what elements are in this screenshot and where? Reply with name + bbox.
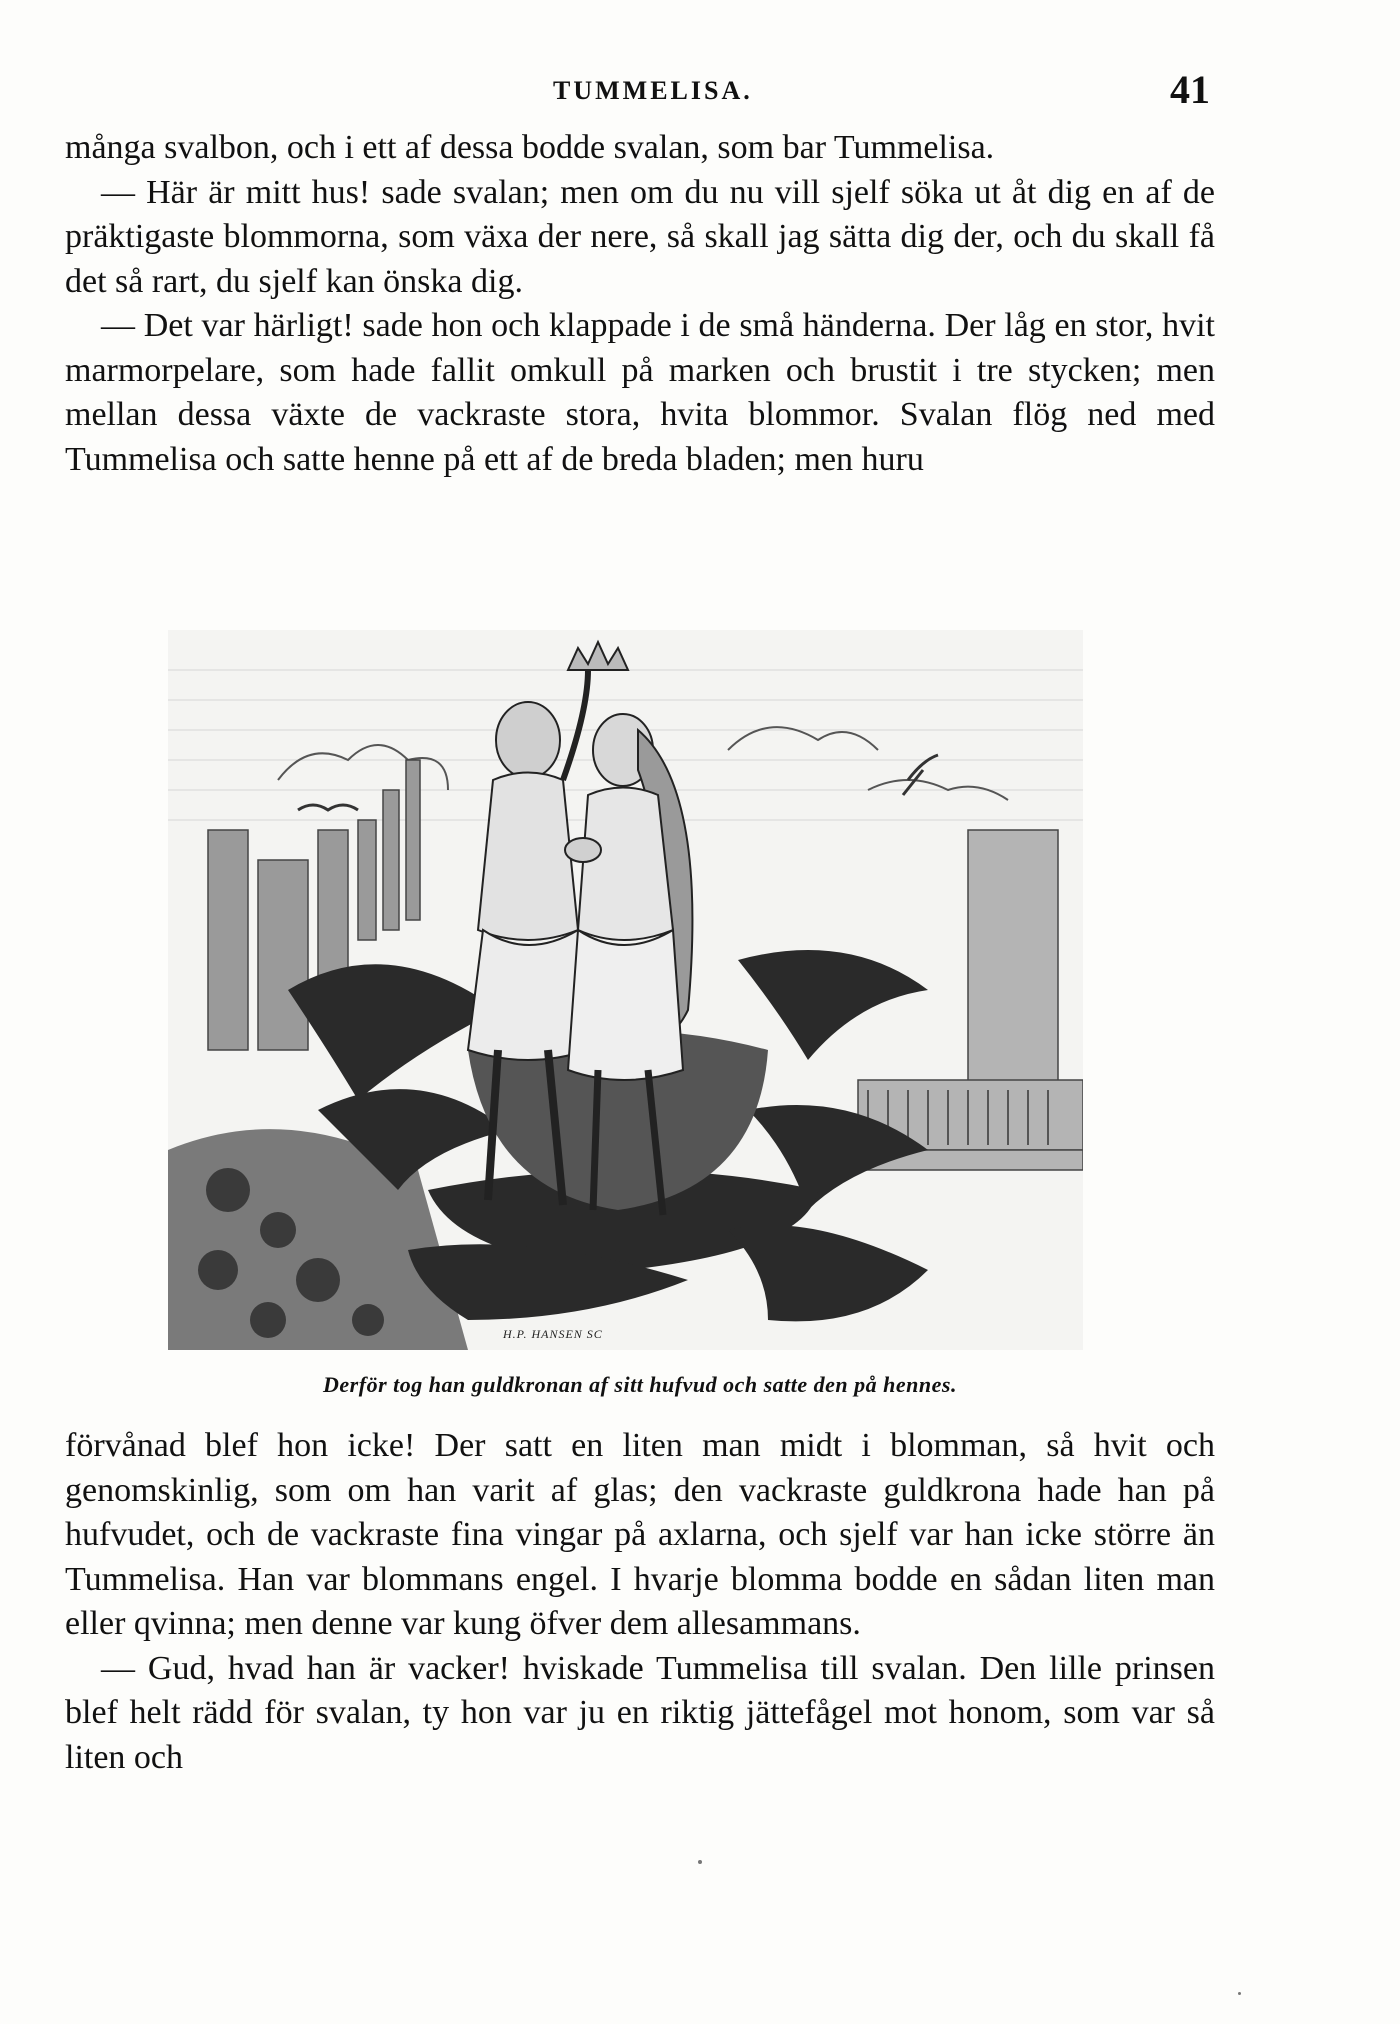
paragraph: — Här är mitt hus! sade svalan; men om du nu vill sjelf söka ut åt dig en af de präktigaste blommorna, som växa der nere, så skall jag sätta dig der, och du skall få det så rart, du sjelf kan önska dig. <box>65 173 1215 300</box>
paper-speck <box>698 1860 702 1864</box>
illustration-caption: Derför tog han guldkronan af sitt hufvud och satte den på hennes. <box>323 1372 957 1397</box>
bottom-text-block <box>65 1424 1215 1780</box>
engraving-drawing <box>168 630 1083 1350</box>
running-title: TUMMELISA. <box>553 76 753 105</box>
paragraph: — Det var härligt! sade hon och klappade i de små händerna. Der låg en stor, hvit marmorpelare, som hade fallit omkull på marken och brustit i tre stycken; men mellan dessa växte de vackraste stora, hvita blommor. Svalan flög ned med Tummelisa och satte henne på ett af de breda bladen; men huru <box>65 307 1215 478</box>
paper-speck <box>1238 1992 1241 1995</box>
paragraph: många svalbon, och i ett af dessa bodde svalan, som bar Tummelisa. <box>65 129 995 166</box>
engraving-illustration <box>168 630 1083 1350</box>
page-number: 41 <box>1170 67 1210 112</box>
paragraph: — Gud, hvad han är vacker! hviskade Tummelisa till svalan. Den lille prinsen blef helt rädd för svalan, ty hon var ju en riktig jättefågel mot honom, som var så liten och <box>65 1649 1215 1776</box>
engraver-signature: H.P. HANSEN SC <box>503 1327 603 1341</box>
top-text-block <box>65 126 1215 482</box>
paragraph: förvånad blef hon icke! Der satt en liten man midt i blomman, så hvit och genomskinlig, som om han varit af glas; den vackraste guldkrona hade han på hufvudet, och de vackraste fina vingar på axlarna, och sjelf var han icke större än Tummelisa. Han var blommans engel. I hvarje blomma bodde en sådan liten man eller qvinna; men denne var kung öfver dem allesammans. <box>65 1427 1215 1642</box>
running-head <box>65 66 1215 116</box>
